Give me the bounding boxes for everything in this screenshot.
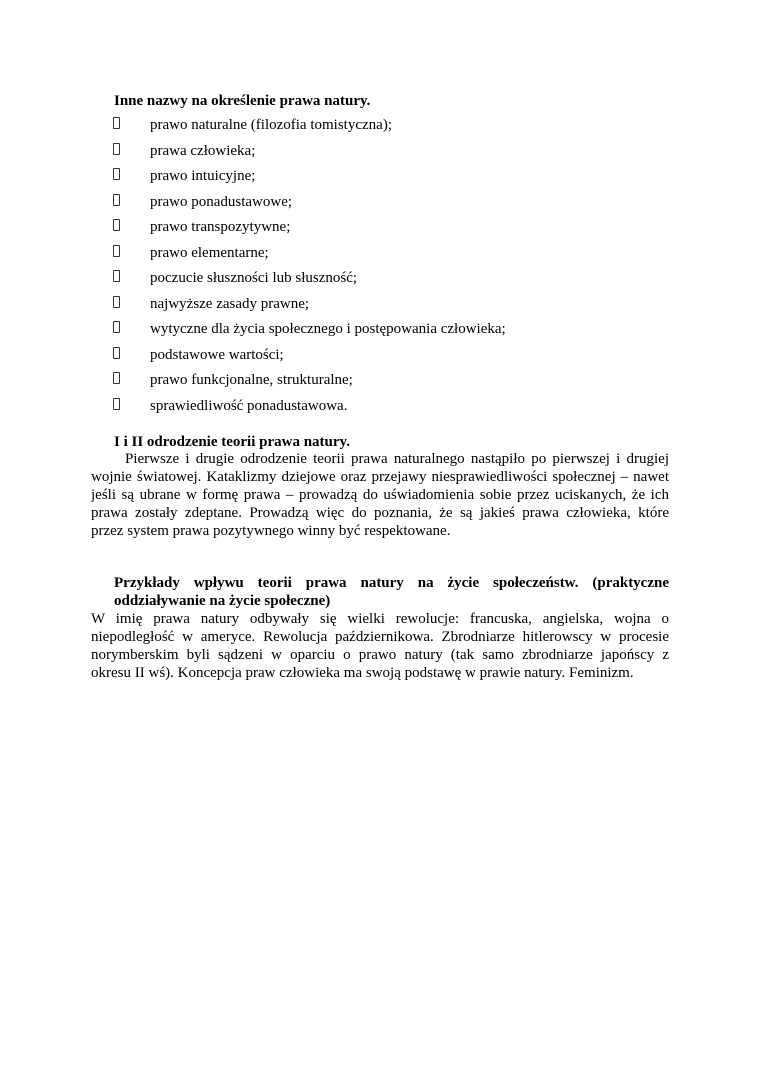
list-item-text: poczucie słuszności lub słuszność; bbox=[150, 270, 358, 286]
list-item-text: prawa człowieka; bbox=[150, 142, 256, 159]
bullet-box-icon bbox=[113, 270, 120, 282]
bullet-box-icon bbox=[113, 168, 120, 180]
bullet-box-icon bbox=[113, 296, 120, 308]
list-item-text: prawo transpozytywne; bbox=[150, 219, 291, 235]
examples-paragraph bbox=[91, 610, 669, 682]
list-item-text: sprawiedliwość ponadustawowa. bbox=[150, 397, 348, 414]
list-item bbox=[0, 295, 700, 320]
list-item bbox=[0, 371, 700, 396]
paragraph-line: jeśli są ubrane w formę prawa – prowadzą do uświadomienia sobie przez uciskanych, że ich bbox=[91, 487, 669, 503]
heading-line: oddziaływanie na życie społeczne) bbox=[114, 593, 331, 609]
list-item bbox=[0, 167, 700, 192]
paragraph-line: norymberskim byli sądzeni w oparciu o prawo natury (tak samo zbrodniarze japońscy z bbox=[91, 647, 669, 663]
bullet-box-icon bbox=[113, 347, 120, 359]
bullet-box-icon bbox=[113, 194, 120, 206]
paragraph-line: wojnie światowej. Kataklizmy dziejowe oraz przejawy niesprawiedliwości społecznej – nawet bbox=[91, 469, 669, 485]
list-item bbox=[0, 244, 700, 269]
list-item bbox=[0, 346, 700, 371]
heading-examples bbox=[114, 574, 669, 610]
paragraph-line: przez system prawa pozytywnego winny być respektowane. bbox=[91, 523, 451, 539]
bullet-box-icon bbox=[113, 219, 120, 231]
list-item-text: prawo elementarne; bbox=[150, 244, 269, 261]
list-item bbox=[0, 116, 700, 141]
list-item-text: prawo funkcjonalne, strukturalne; bbox=[150, 372, 353, 388]
heading-revival: I i II odrodzenie teorii prawa natury. bbox=[114, 434, 350, 450]
list-item-text: prawo ponadustawowe; bbox=[150, 193, 293, 210]
list-item-text: prawo naturalne (filozofia tomistyczna); bbox=[150, 117, 392, 133]
paragraph-line: prawa zostały zdeptane. Prowadzą więc do poznania, że są jakieś prawa człowieka, które bbox=[91, 505, 669, 521]
heading-other-names: Inne nazwy na określenie prawa natury. bbox=[114, 93, 371, 109]
bullet-box-icon bbox=[113, 321, 120, 333]
paragraph-line: okresu II wś). Koncepcja praw człowieka ma swoją podstawę w prawie natury. Feminizm. bbox=[91, 665, 634, 681]
list-item bbox=[0, 218, 700, 243]
revival-paragraph bbox=[91, 450, 669, 540]
list-item bbox=[0, 397, 700, 422]
paragraph-line: niepodległość w ameryce. Rewolucja październikowa. Zbrodniarze hitlerowscy w procesie bbox=[91, 629, 669, 645]
bullet-box-icon bbox=[113, 372, 120, 384]
paragraph-line: W imię prawa natury odbywały się wielki rewolucje: francuska, angielska, wojna o bbox=[91, 611, 669, 627]
bullet-box-icon bbox=[113, 117, 120, 129]
list-item bbox=[0, 193, 700, 218]
list-item bbox=[0, 269, 700, 294]
list-item bbox=[0, 320, 700, 345]
list-item bbox=[0, 142, 700, 167]
list-item-text: prawo intuicyjne; bbox=[150, 168, 256, 184]
bullet-box-icon bbox=[113, 143, 120, 155]
bullet-box-icon bbox=[113, 245, 120, 257]
list-item-text: podstawowe wartości; bbox=[150, 346, 284, 363]
heading-line: Przykłady wpływu teorii prawa natury na życie społeczeństw. (praktyczne bbox=[114, 575, 669, 591]
list-item-text: wytyczne dla życia społecznego i postępowania człowieka; bbox=[150, 321, 506, 337]
paragraph-line: Pierwsze i drugie odrodzenie teorii prawa naturalnego nastąpiło po pierwszej i drugiej bbox=[125, 451, 669, 467]
list-item-text: najwyższe zasady prawne; bbox=[150, 295, 310, 312]
bullet-box-icon bbox=[113, 398, 120, 410]
